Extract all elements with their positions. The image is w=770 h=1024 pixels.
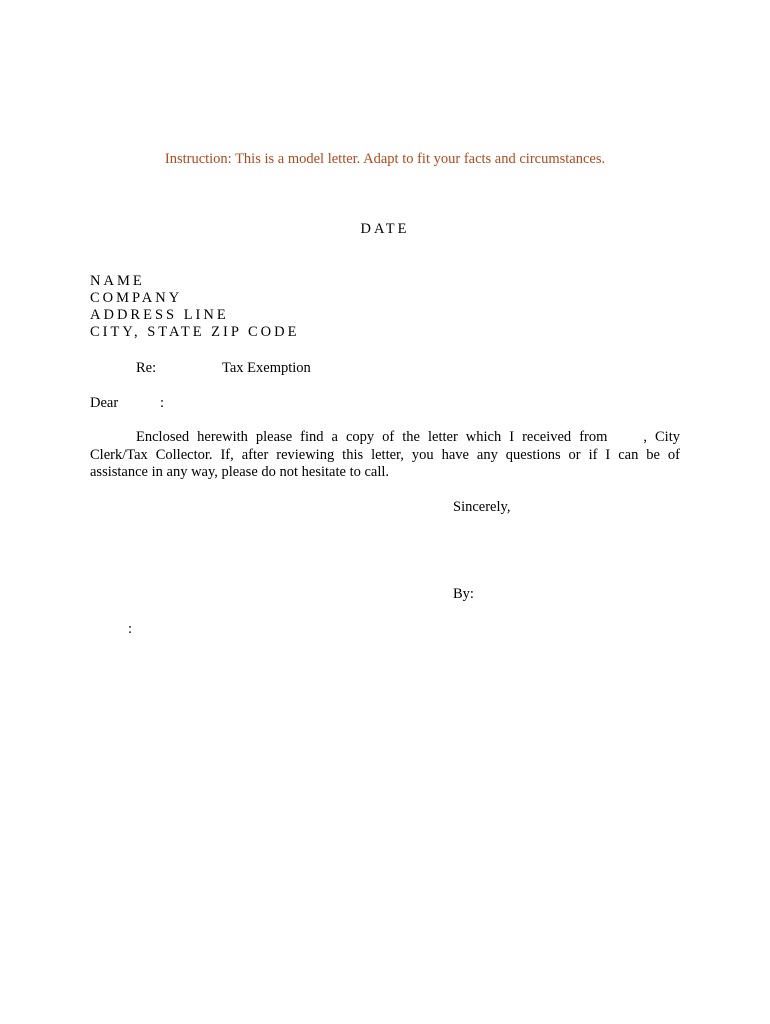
closing-colon: : [128, 621, 133, 637]
salutation-label: Dear [90, 395, 119, 411]
body-line-3: assistance in any way, please do not hesitate to call. [90, 464, 390, 480]
body-line-1-text: Enclosed herewith please find a copy of the letter which I received from [136, 429, 608, 445]
recipient-company: COMPANY [90, 290, 183, 306]
salutation-colon: : [160, 395, 165, 411]
body-line-2: Clerk/Tax Collector. If, after reviewing this letter, you have any questions or if I can be of [90, 446, 680, 463]
re-subject: Tax Exemption [222, 360, 311, 376]
signature-by: By: [453, 586, 474, 602]
body-line-1 [90, 429, 680, 447]
recipient-city-state-zip: CITY, STATE ZIP CODE [90, 324, 300, 340]
date-placeholder: DATE [360, 221, 410, 237]
recipient-address-line: ADDRESS LINE [90, 307, 229, 323]
body-line-1-end: , City [643, 429, 680, 445]
re-label: Re: [136, 360, 157, 376]
instruction-note: Instruction: This is a model letter. Adapt to fit your facts and circumstances. [164, 151, 606, 167]
closing-sincerely: Sincerely, [453, 499, 511, 515]
recipient-name: NAME [90, 273, 145, 289]
body-paragraph [90, 429, 680, 482]
